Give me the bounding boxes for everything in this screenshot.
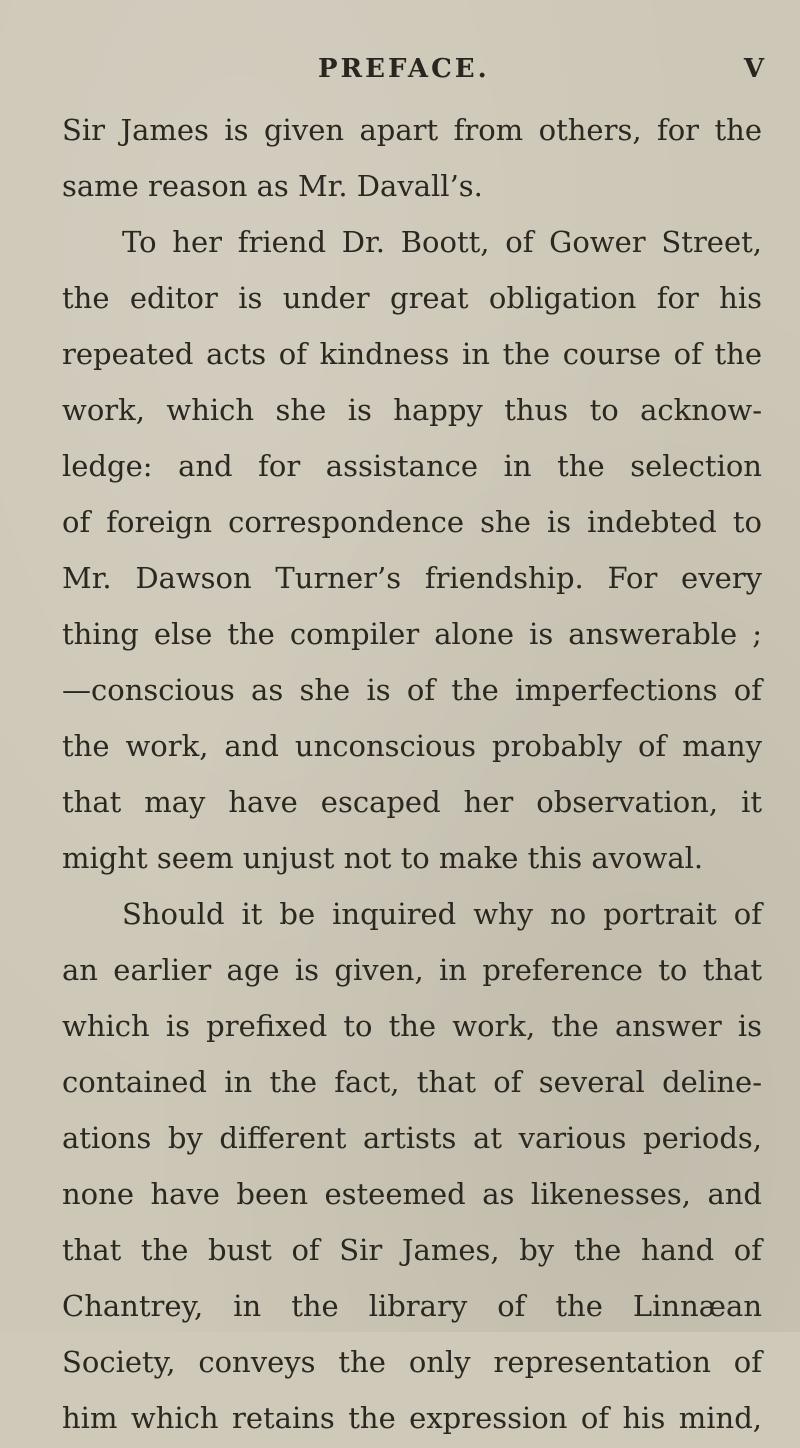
text-line: an earlier age is given, in preference to that <box>62 953 762 987</box>
text-line: none have been esteemed as likenesses, and <box>62 1177 762 1211</box>
text-line: To her friend Dr. Boott, of Gower Street, <box>122 225 762 259</box>
text-line: contained in the fact, that of several deline- <box>62 1065 762 1099</box>
text-line: Mr. Dawson Turner’s friendship. For every <box>62 561 762 595</box>
text-line: repeated acts of kindness in the course of the <box>62 337 762 371</box>
text-line: Society, conveys the only representation of <box>62 1345 762 1379</box>
text-line: the editor is under great obligation for his <box>62 281 762 315</box>
running-title: PREFACE. <box>318 54 490 84</box>
text-line: Chantrey, in the library of the Linnæan <box>62 1289 762 1323</box>
text-line: which is prefixed to the work, the answer is <box>62 1009 762 1043</box>
text-line: ledge: and for assistance in the selection <box>62 449 762 483</box>
text-line: that the bust of Sir James, by the hand of <box>62 1233 762 1267</box>
text-line: him which retains the expression of his mind, <box>62 1401 762 1435</box>
text-line: Should it be inquired why no portrait of <box>122 897 762 931</box>
text-line: thing else the compiler alone is answerable ; <box>62 617 762 651</box>
text-line: same reason as Mr. Davall’s. <box>62 169 483 203</box>
text-line: that may have escaped her observation, it <box>62 785 762 819</box>
page-header <box>0 54 800 94</box>
text-line: work, which she is happy thus to acknow- <box>62 393 762 427</box>
text-line: of foreign correspondence she is indebted to <box>62 505 762 539</box>
text-line: ations by different artists at various periods, <box>62 1121 762 1155</box>
text-line: —conscious as she is of the imperfections of <box>62 673 762 707</box>
text-line: might seem unjust not to make this avowal. <box>62 841 704 875</box>
text-line: Sir James is given apart from others, for the <box>62 113 762 147</box>
text-line: the work, and unconscious probably of many <box>62 729 762 763</box>
page-number: V <box>743 54 764 84</box>
